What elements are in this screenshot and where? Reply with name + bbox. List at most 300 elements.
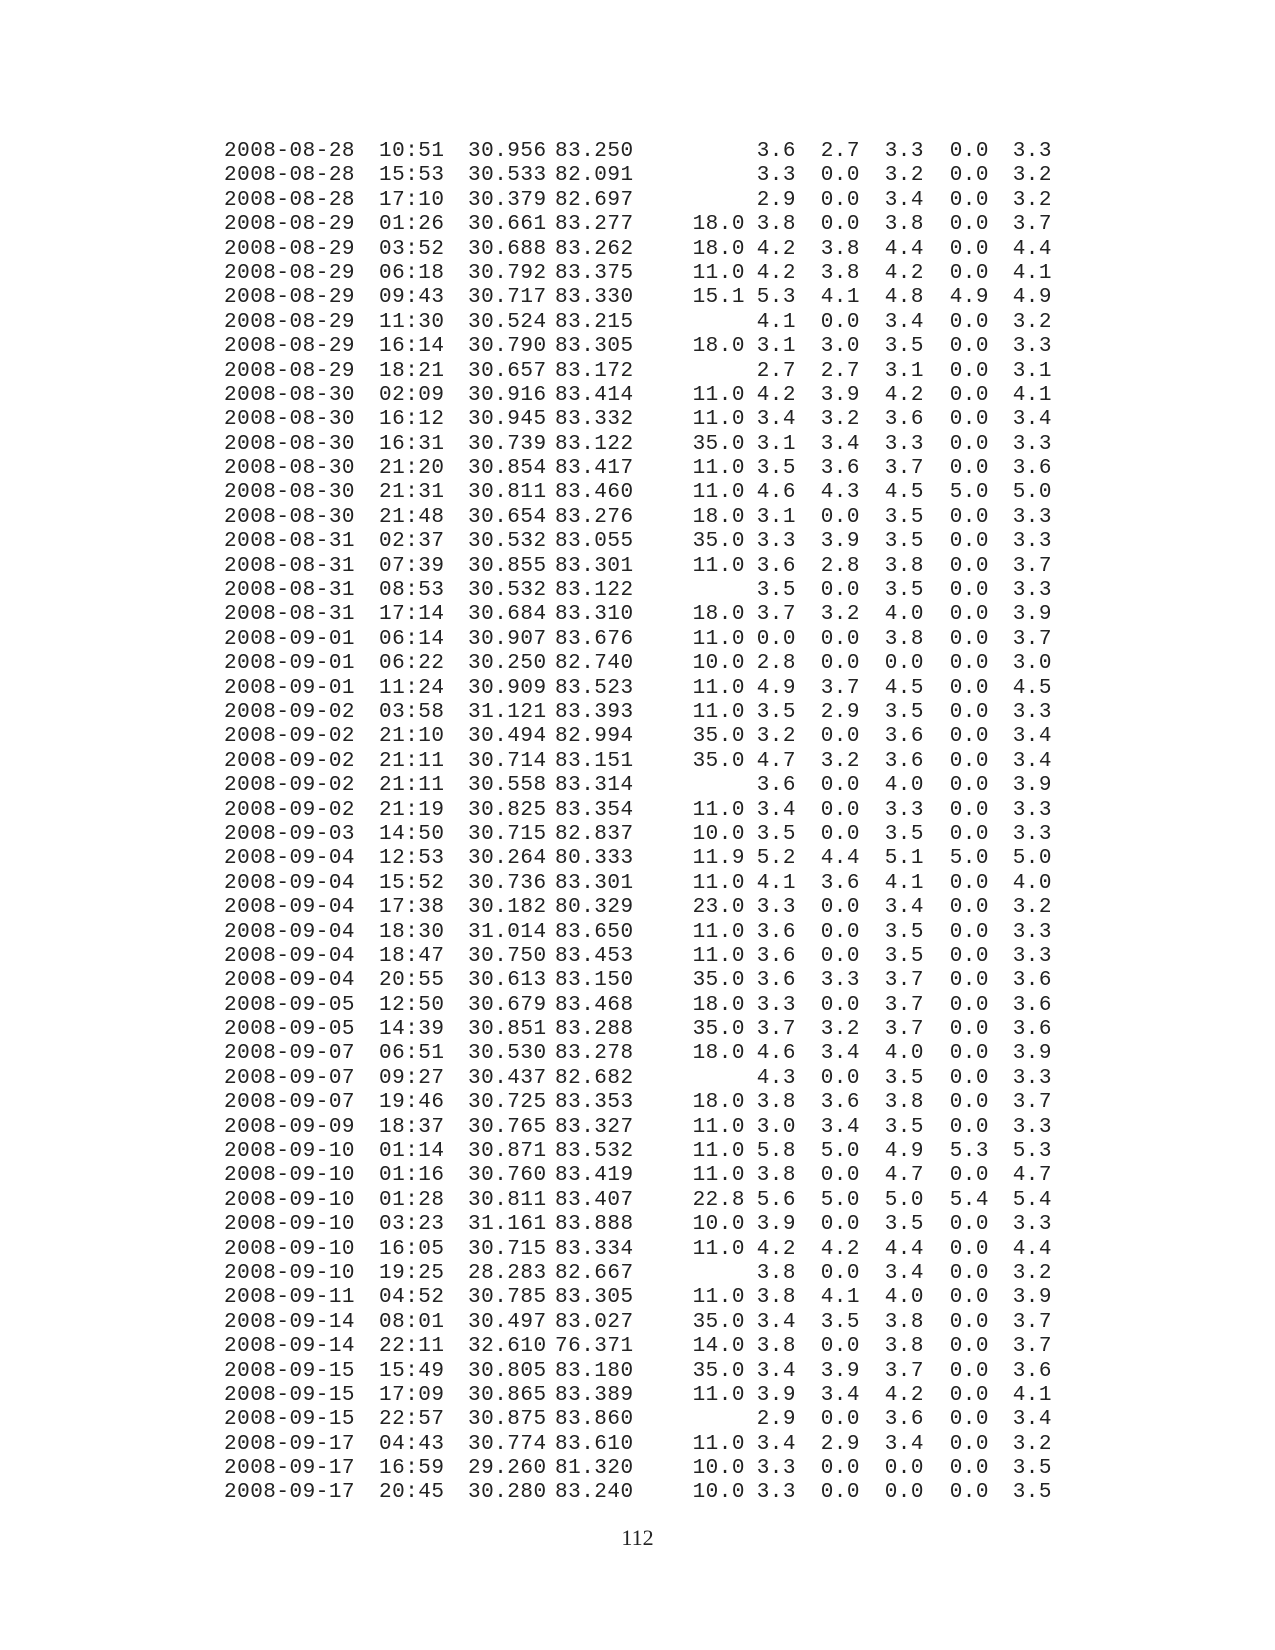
magnitude-1-cell: 3.8 [756, 1286, 796, 1310]
magnitude-2-cell: 0.0 [820, 188, 860, 212]
event-date-cell: 2008-08-29 [224, 310, 356, 334]
depth-cell: 18.0 [692, 993, 745, 1017]
event-date-cell: 2008-08-30 [224, 457, 356, 481]
magnitude-3-cell: 4.1 [884, 871, 924, 895]
magnitude-1-cell: 3.8 [756, 1091, 796, 1115]
event-date-cell: 2008-09-17 [224, 1481, 356, 1505]
longitude-cell: 83.278 [555, 1042, 634, 1066]
latitude-cell: 30.760 [468, 1164, 547, 1188]
depth-cell: 23.0 [692, 896, 745, 920]
latitude-cell: 28.283 [468, 1261, 547, 1285]
magnitude-4-cell: 0.0 [949, 457, 989, 481]
magnitude-1-cell: 3.8 [756, 1261, 796, 1285]
magnitude-1-cell: 3.4 [756, 1359, 796, 1383]
magnitude-1-cell: 3.6 [756, 944, 796, 968]
magnitude-2-cell: 0.0 [820, 1213, 860, 1237]
magnitude-2-cell: 3.8 [820, 237, 860, 261]
magnitude-3-cell: 3.4 [884, 1432, 924, 1456]
magnitude-5-cell: 3.4 [1012, 408, 1052, 432]
event-time-cell: 20:55 [379, 969, 445, 993]
latitude-cell: 30.750 [468, 944, 547, 968]
magnitude-4-cell: 0.0 [949, 676, 989, 700]
magnitude-1-cell: 3.3 [756, 164, 796, 188]
event-date-cell: 2008-09-11 [224, 1286, 356, 1310]
magnitude-5-cell: 3.0 [1012, 652, 1052, 676]
event-date-cell: 2008-09-15 [224, 1359, 356, 1383]
event-time-cell: 01:14 [379, 1140, 445, 1164]
depth-cell: 11.0 [692, 1115, 745, 1139]
event-date-cell: 2008-08-28 [224, 188, 356, 212]
magnitude-5-cell: 3.3 [1012, 920, 1052, 944]
magnitude-1-cell: 3.3 [756, 1481, 796, 1505]
magnitude-1-cell: 2.9 [756, 1408, 796, 1432]
magnitude-1-cell: 4.6 [756, 1042, 796, 1066]
longitude-cell: 83.180 [555, 1359, 634, 1383]
magnitude-5-cell: 3.3 [1012, 579, 1052, 603]
depth-cell: 11.0 [692, 261, 745, 285]
latitude-cell: 30.715 [468, 822, 547, 846]
magnitude-1-cell: 3.2 [756, 725, 796, 749]
magnitude-4-cell: 4.9 [949, 286, 989, 310]
depth-cell: 14.0 [692, 1335, 745, 1359]
magnitude-2-cell: 0.0 [820, 993, 860, 1017]
magnitude-5-cell: 3.2 [1012, 1261, 1052, 1285]
longitude-cell: 83.393 [555, 700, 634, 724]
magnitude-3-cell: 0.0 [884, 652, 924, 676]
magnitude-4-cell: 0.0 [949, 627, 989, 651]
event-time-cell: 04:52 [379, 1286, 445, 1310]
longitude-cell: 82.740 [555, 652, 634, 676]
magnitude-5-cell: 3.3 [1012, 1115, 1052, 1139]
depth-cell: 35.0 [692, 725, 745, 749]
magnitude-5-cell: 3.2 [1012, 188, 1052, 212]
longitude-cell: 83.276 [555, 505, 634, 529]
longitude-cell: 83.650 [555, 920, 634, 944]
magnitude-5-cell: 4.4 [1012, 237, 1052, 261]
event-date-cell: 2008-09-10 [224, 1188, 356, 1212]
magnitude-5-cell: 4.7 [1012, 1164, 1052, 1188]
magnitude-5-cell: 3.3 [1012, 335, 1052, 359]
magnitude-1-cell: 4.9 [756, 676, 796, 700]
magnitude-1-cell: 3.4 [756, 798, 796, 822]
event-time-cell: 03:52 [379, 237, 445, 261]
event-date-cell: 2008-09-04 [224, 847, 356, 871]
latitude-cell: 30.785 [468, 1286, 547, 1310]
magnitude-4-cell: 0.0 [949, 310, 989, 334]
magnitude-1-cell: 4.1 [756, 871, 796, 895]
magnitude-4-cell: 0.0 [949, 920, 989, 944]
event-time-cell: 02:09 [379, 383, 445, 407]
latitude-cell: 29.260 [468, 1457, 547, 1481]
event-time-cell: 02:37 [379, 530, 445, 554]
event-date-cell: 2008-09-15 [224, 1408, 356, 1432]
event-time-cell: 06:22 [379, 652, 445, 676]
event-time-cell: 20:45 [379, 1481, 445, 1505]
event-time-cell: 11:24 [379, 676, 445, 700]
latitude-cell: 30.182 [468, 896, 547, 920]
event-date-cell: 2008-09-17 [224, 1432, 356, 1456]
latitude-cell: 30.280 [468, 1481, 547, 1505]
depth-cell: 11.0 [692, 627, 745, 651]
magnitude-2-cell: 0.0 [820, 798, 860, 822]
magnitude-3-cell: 4.9 [884, 1140, 924, 1164]
magnitude-3-cell: 4.0 [884, 1042, 924, 1066]
latitude-cell: 30.956 [468, 140, 547, 163]
magnitude-4-cell: 0.0 [949, 725, 989, 749]
latitude-cell: 31.014 [468, 920, 547, 944]
magnitude-2-cell: 3.6 [820, 1091, 860, 1115]
magnitude-5-cell: 4.1 [1012, 261, 1052, 285]
event-time-cell: 03:58 [379, 700, 445, 724]
magnitude-5-cell: 3.9 [1012, 1042, 1052, 1066]
event-time-cell: 08:01 [379, 1310, 445, 1334]
longitude-cell: 83.122 [555, 432, 634, 456]
magnitude-5-cell: 3.3 [1012, 1066, 1052, 1090]
magnitude-5-cell: 3.1 [1012, 359, 1052, 383]
depth-cell: 10.0 [692, 1213, 745, 1237]
event-time-cell: 17:14 [379, 603, 445, 627]
longitude-cell: 83.305 [555, 1286, 634, 1310]
longitude-cell: 82.697 [555, 188, 634, 212]
magnitude-2-cell: 3.8 [820, 261, 860, 285]
magnitude-2-cell: 4.3 [820, 481, 860, 505]
event-time-cell: 21:10 [379, 725, 445, 749]
longitude-cell: 83.375 [555, 261, 634, 285]
latitude-cell: 30.865 [468, 1383, 547, 1407]
latitude-cell: 30.725 [468, 1091, 547, 1115]
magnitude-5-cell: 5.0 [1012, 847, 1052, 871]
magnitude-3-cell: 3.6 [884, 749, 924, 773]
magnitude-3-cell: 0.0 [884, 1481, 924, 1505]
magnitude-5-cell: 5.4 [1012, 1188, 1052, 1212]
magnitude-4-cell: 0.0 [949, 700, 989, 724]
longitude-cell: 82.667 [555, 1261, 634, 1285]
magnitude-1-cell: 3.6 [756, 774, 796, 798]
magnitude-4-cell: 0.0 [949, 1432, 989, 1456]
event-date-cell: 2008-09-02 [224, 798, 356, 822]
latitude-cell: 30.717 [468, 286, 547, 310]
longitude-cell: 83.150 [555, 969, 634, 993]
magnitude-1-cell: 3.3 [756, 993, 796, 1017]
magnitude-4-cell: 0.0 [949, 1115, 989, 1139]
magnitude-1-cell: 4.7 [756, 749, 796, 773]
depth-cell: 18.0 [692, 335, 745, 359]
event-date-cell: 2008-09-01 [224, 652, 356, 676]
event-date-cell: 2008-09-05 [224, 993, 356, 1017]
magnitude-1-cell: 2.8 [756, 652, 796, 676]
depth-cell: 11.0 [692, 1164, 745, 1188]
magnitude-3-cell: 4.4 [884, 1237, 924, 1261]
longitude-cell: 83.277 [555, 213, 634, 237]
magnitude-2-cell: 3.4 [820, 1115, 860, 1139]
magnitude-5-cell: 5.3 [1012, 1140, 1052, 1164]
magnitude-4-cell: 0.0 [949, 993, 989, 1017]
magnitude-5-cell: 3.4 [1012, 749, 1052, 773]
depth-cell: 35.0 [692, 432, 745, 456]
magnitude-4-cell: 0.0 [949, 1408, 989, 1432]
magnitude-1-cell: 5.6 [756, 1188, 796, 1212]
longitude-cell: 83.305 [555, 335, 634, 359]
event-time-cell: 16:31 [379, 432, 445, 456]
latitude-cell: 30.871 [468, 1140, 547, 1164]
magnitude-2-cell: 0.0 [820, 1164, 860, 1188]
event-time-cell: 06:51 [379, 1042, 445, 1066]
event-time-cell: 06:18 [379, 261, 445, 285]
magnitude-3-cell: 4.2 [884, 383, 924, 407]
latitude-cell: 31.161 [468, 1213, 547, 1237]
magnitude-1-cell: 3.9 [756, 1213, 796, 1237]
magnitude-5-cell: 4.4 [1012, 1237, 1052, 1261]
event-time-cell: 22:57 [379, 1408, 445, 1432]
magnitude-4-cell: 0.0 [949, 603, 989, 627]
magnitude-3-cell: 3.5 [884, 505, 924, 529]
latitude-cell: 30.792 [468, 261, 547, 285]
magnitude-3-cell: 3.8 [884, 1335, 924, 1359]
magnitude-2-cell: 3.0 [820, 335, 860, 359]
magnitude-4-cell: 0.0 [949, 652, 989, 676]
magnitude-1-cell: 0.0 [756, 627, 796, 651]
longitude-cell: 83.055 [555, 530, 634, 554]
magnitude-4-cell: 0.0 [949, 554, 989, 578]
magnitude-4-cell: 0.0 [949, 359, 989, 383]
event-time-cell: 01:28 [379, 1188, 445, 1212]
magnitude-2-cell: 0.0 [820, 1261, 860, 1285]
event-date-cell: 2008-08-31 [224, 603, 356, 627]
longitude-cell: 83.332 [555, 408, 634, 432]
latitude-cell: 30.688 [468, 237, 547, 261]
magnitude-3-cell: 3.6 [884, 725, 924, 749]
longitude-cell: 83.389 [555, 1383, 634, 1407]
latitude-cell: 30.739 [468, 432, 547, 456]
depth-cell: 35.0 [692, 1018, 745, 1042]
depth-cell: 11.0 [692, 457, 745, 481]
event-time-cell: 21:48 [379, 505, 445, 529]
magnitude-4-cell: 5.0 [949, 847, 989, 871]
event-time-cell: 04:43 [379, 1432, 445, 1456]
magnitude-2-cell: 0.0 [820, 944, 860, 968]
magnitude-2-cell: 4.1 [820, 286, 860, 310]
longitude-cell: 83.334 [555, 1237, 634, 1261]
event-date-cell: 2008-08-31 [224, 554, 356, 578]
longitude-cell: 81.320 [555, 1457, 634, 1481]
magnitude-4-cell: 0.0 [949, 1091, 989, 1115]
event-time-cell: 10:51 [379, 140, 445, 163]
magnitude-3-cell: 4.7 [884, 1164, 924, 1188]
magnitude-1-cell: 3.7 [756, 1018, 796, 1042]
longitude-cell: 82.091 [555, 164, 634, 188]
latitude-cell: 30.736 [468, 871, 547, 895]
magnitude-4-cell: 0.0 [949, 969, 989, 993]
event-date-cell: 2008-09-15 [224, 1383, 356, 1407]
event-date-cell: 2008-09-04 [224, 920, 356, 944]
magnitude-4-cell: 0.0 [949, 798, 989, 822]
longitude-cell: 83.151 [555, 749, 634, 773]
depth-cell: 11.0 [692, 871, 745, 895]
magnitude-2-cell: 0.0 [820, 505, 860, 529]
event-date-cell: 2008-09-07 [224, 1066, 356, 1090]
magnitude-5-cell: 3.9 [1012, 1286, 1052, 1310]
event-date-cell: 2008-09-10 [224, 1140, 356, 1164]
magnitude-1-cell: 3.5 [756, 822, 796, 846]
magnitude-5-cell: 3.5 [1012, 1481, 1052, 1505]
longitude-cell: 83.330 [555, 286, 634, 310]
magnitude-2-cell: 0.0 [820, 652, 860, 676]
magnitude-3-cell: 4.2 [884, 261, 924, 285]
magnitude-4-cell: 0.0 [949, 237, 989, 261]
magnitude-3-cell: 3.5 [884, 1115, 924, 1139]
magnitude-4-cell: 0.0 [949, 1164, 989, 1188]
magnitude-1-cell: 3.6 [756, 554, 796, 578]
latitude-cell: 30.532 [468, 579, 547, 603]
longitude-cell: 83.327 [555, 1115, 634, 1139]
magnitude-3-cell: 3.7 [884, 993, 924, 1017]
latitude-cell: 30.379 [468, 188, 547, 212]
longitude-cell: 83.354 [555, 798, 634, 822]
magnitude-1-cell: 3.7 [756, 603, 796, 627]
event-date-cell: 2008-09-04 [224, 871, 356, 895]
longitude-cell: 82.994 [555, 725, 634, 749]
magnitude-3-cell: 3.5 [884, 944, 924, 968]
depth-cell: 35.0 [692, 1310, 745, 1334]
magnitude-1-cell: 4.3 [756, 1066, 796, 1090]
page-number: 112 [621, 1525, 654, 1550]
event-date-cell: 2008-09-10 [224, 1164, 356, 1188]
event-date-cell: 2008-08-29 [224, 261, 356, 285]
magnitude-1-cell: 3.5 [756, 700, 796, 724]
magnitude-4-cell: 0.0 [949, 1286, 989, 1310]
latitude-cell: 30.811 [468, 1188, 547, 1212]
magnitude-3-cell: 3.3 [884, 798, 924, 822]
magnitude-3-cell: 4.0 [884, 603, 924, 627]
magnitude-3-cell: 3.5 [884, 1066, 924, 1090]
magnitude-3-cell: 3.3 [884, 140, 924, 163]
depth-cell: 35.0 [692, 530, 745, 554]
magnitude-4-cell: 0.0 [949, 1237, 989, 1261]
magnitude-1-cell: 3.1 [756, 335, 796, 359]
magnitude-5-cell: 3.6 [1012, 457, 1052, 481]
event-time-cell: 16:05 [379, 1237, 445, 1261]
event-date-cell: 2008-09-10 [224, 1237, 356, 1261]
magnitude-2-cell: 0.0 [820, 1066, 860, 1090]
magnitude-2-cell: 5.0 [820, 1140, 860, 1164]
magnitude-3-cell: 3.5 [884, 920, 924, 944]
magnitude-3-cell: 3.4 [884, 1261, 924, 1285]
event-time-cell: 18:21 [379, 359, 445, 383]
depth-cell: 10.0 [692, 1481, 745, 1505]
magnitude-2-cell: 2.8 [820, 554, 860, 578]
magnitude-1-cell: 2.7 [756, 359, 796, 383]
latitude-cell: 30.684 [468, 603, 547, 627]
latitude-cell: 30.916 [468, 383, 547, 407]
event-date-cell: 2008-08-30 [224, 432, 356, 456]
event-time-cell: 21:19 [379, 798, 445, 822]
latitude-cell: 30.825 [468, 798, 547, 822]
longitude-cell: 83.676 [555, 627, 634, 651]
event-date-cell: 2008-08-29 [224, 359, 356, 383]
depth-cell: 11.0 [692, 554, 745, 578]
magnitude-5-cell: 3.3 [1012, 1213, 1052, 1237]
depth-cell: 18.0 [692, 213, 745, 237]
magnitude-4-cell: 0.0 [949, 530, 989, 554]
longitude-cell: 83.460 [555, 481, 634, 505]
longitude-cell: 80.333 [555, 847, 634, 871]
magnitude-2-cell: 3.4 [820, 1042, 860, 1066]
magnitude-2-cell: 0.0 [820, 579, 860, 603]
magnitude-4-cell: 0.0 [949, 1042, 989, 1066]
magnitude-2-cell: 0.0 [820, 213, 860, 237]
event-date-cell: 2008-09-07 [224, 1042, 356, 1066]
depth-cell: 18.0 [692, 505, 745, 529]
longitude-cell: 83.310 [555, 603, 634, 627]
depth-cell: 35.0 [692, 969, 745, 993]
magnitude-4-cell: 0.0 [949, 1213, 989, 1237]
latitude-cell: 30.524 [468, 310, 547, 334]
event-date-cell: 2008-08-29 [224, 237, 356, 261]
magnitude-1-cell: 3.6 [756, 140, 796, 163]
magnitude-4-cell: 0.0 [949, 1335, 989, 1359]
magnitude-5-cell: 4.1 [1012, 383, 1052, 407]
event-time-cell: 17:09 [379, 1383, 445, 1407]
magnitude-3-cell: 3.7 [884, 1018, 924, 1042]
latitude-cell: 30.264 [468, 847, 547, 871]
event-time-cell: 03:23 [379, 1213, 445, 1237]
magnitude-2-cell: 0.0 [820, 725, 860, 749]
magnitude-3-cell: 4.0 [884, 774, 924, 798]
event-date-cell: 2008-08-31 [224, 530, 356, 554]
event-time-cell: 18:30 [379, 920, 445, 944]
event-time-cell: 16:14 [379, 335, 445, 359]
event-date-cell: 2008-09-09 [224, 1115, 356, 1139]
depth-cell: 11.0 [692, 1140, 745, 1164]
magnitude-3-cell: 3.7 [884, 457, 924, 481]
longitude-cell: 83.532 [555, 1140, 634, 1164]
magnitude-4-cell: 5.0 [949, 481, 989, 505]
magnitude-4-cell: 0.0 [949, 213, 989, 237]
longitude-cell: 83.301 [555, 554, 634, 578]
magnitude-5-cell: 4.5 [1012, 676, 1052, 700]
magnitude-2-cell: 0.0 [820, 822, 860, 846]
latitude-cell: 30.811 [468, 481, 547, 505]
magnitude-1-cell: 3.8 [756, 1164, 796, 1188]
latitude-cell: 30.494 [468, 725, 547, 749]
magnitude-3-cell: 3.8 [884, 627, 924, 651]
magnitude-2-cell: 2.7 [820, 140, 860, 163]
magnitude-4-cell: 0.0 [949, 896, 989, 920]
latitude-cell: 30.654 [468, 505, 547, 529]
event-time-cell: 19:46 [379, 1091, 445, 1115]
magnitude-4-cell: 0.0 [949, 774, 989, 798]
event-date-cell: 2008-08-29 [224, 213, 356, 237]
depth-cell: 18.0 [692, 603, 745, 627]
depth-cell: 18.0 [692, 237, 745, 261]
magnitude-5-cell: 3.3 [1012, 432, 1052, 456]
event-time-cell: 07:39 [379, 554, 445, 578]
magnitude-5-cell: 3.6 [1012, 1018, 1052, 1042]
magnitude-3-cell: 3.1 [884, 359, 924, 383]
magnitude-5-cell: 3.6 [1012, 969, 1052, 993]
event-date-cell: 2008-08-29 [224, 335, 356, 359]
magnitude-1-cell: 3.6 [756, 969, 796, 993]
event-date-cell: 2008-09-02 [224, 749, 356, 773]
magnitude-2-cell: 3.4 [820, 1383, 860, 1407]
event-time-cell: 15:53 [379, 164, 445, 188]
magnitude-5-cell: 3.7 [1012, 554, 1052, 578]
magnitude-2-cell: 0.0 [820, 896, 860, 920]
latitude-cell: 30.945 [468, 408, 547, 432]
magnitude-1-cell: 4.2 [756, 383, 796, 407]
magnitude-3-cell: 3.8 [884, 1310, 924, 1334]
magnitude-3-cell: 3.5 [884, 579, 924, 603]
